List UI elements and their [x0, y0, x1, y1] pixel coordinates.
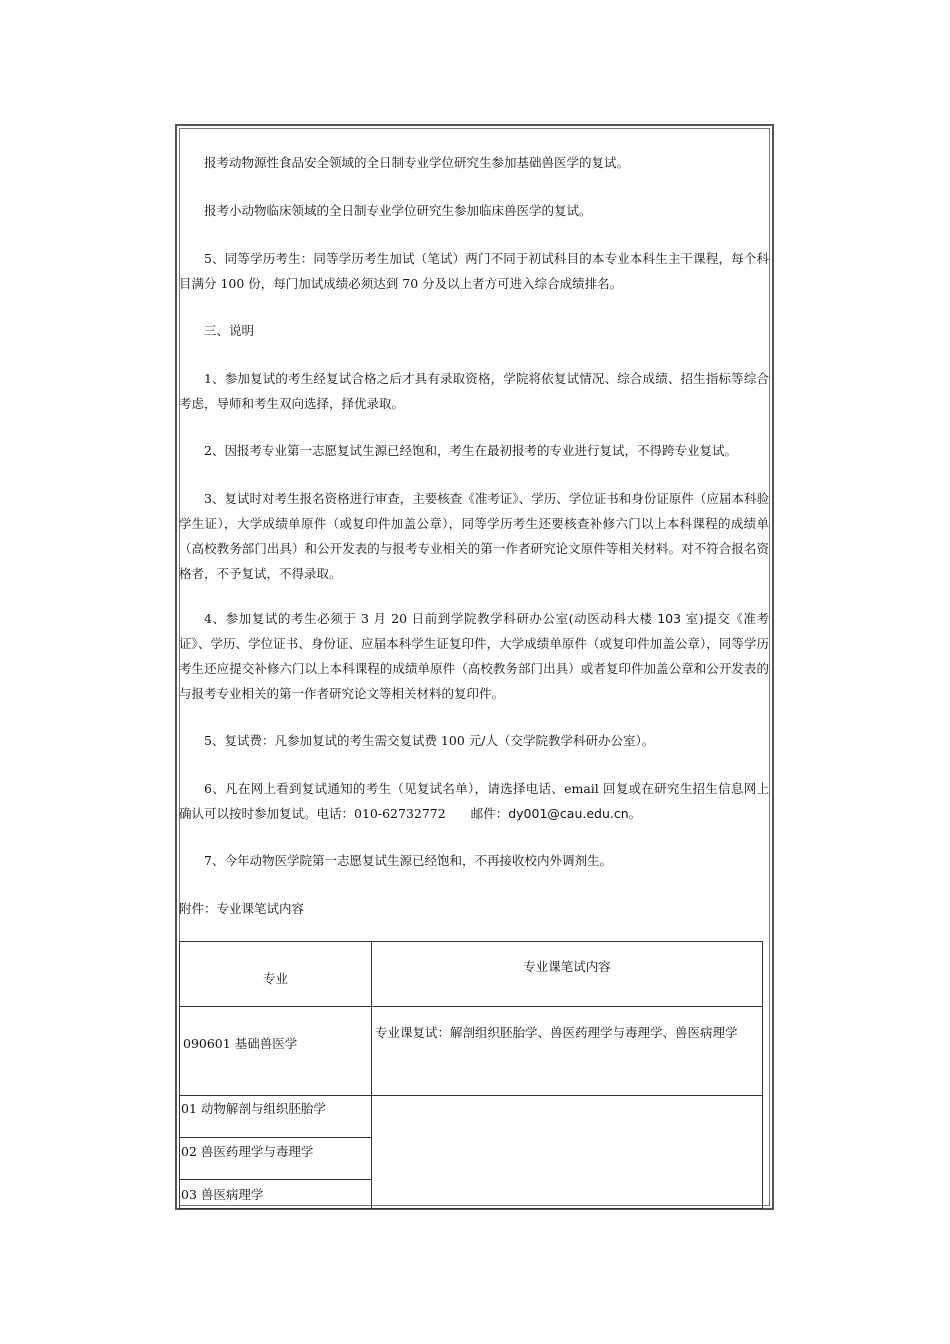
section-heading-notes: 三、说明	[204, 323, 255, 338]
direction-1: 01 动物解剖与组织胚胎学	[181, 1101, 326, 1116]
paragraph-small-animal: 报考小动物临床领域的全日制专业学位研究生参加临床兽医学的复试。	[204, 203, 592, 218]
paragraph-note-2: 2、因报考专业第一志愿复试生源已经饱和，考生在最初报考的专业进行复试，不得跨专业复试。	[204, 443, 737, 458]
note-4-text-b: 室)提交《准考证》、学历、学位证书、身份证、应届本科学生证复印件，大学成绩单原件（或复印件加盖公章），同等学历考生还应提交补修六门以上本科课程的成绩单原件（高校教务部门出具）或者复印件加盖公章和公开发表的与报考专业相关的第一作者研究论文等相关材料的复印件。	[179, 611, 769, 701]
paragraph-note-3: 3、复试时对考生报名资格进行审查，主要核查《准考证》、学历、学位证书和身份证原件（应届本科验学生证），大学成绩单原件（或复印件加盖公章），同等学历考生还要核查补修六门以上本科课程的成绩单（高校教务部门出具）和公开发表的与报考专业相关的第一作者研究论文原件等相关材料。对不符合报名资格者，不予复试，不得录取。	[179, 491, 769, 581]
major-name: 090601 基础兽医学	[183, 1036, 298, 1051]
paragraph-note-7: 7、今年动物医学院第一志愿复试生源已经饱和，不再接收校内外调剂生。	[204, 853, 612, 868]
exam-content: 专业课复试：解剖组织胚胎学、兽医药理学与毒理学、兽医病理学	[375, 1025, 738, 1040]
email-link[interactable]: dy001@cau.edu.cn	[508, 806, 629, 821]
paragraph-food-safety: 报考动物源性食品安全领域的全日制专业学位研究生参加基础兽医学的复试。	[204, 155, 630, 170]
paragraph-note-5: 5、复试费：凡参加复试的考生需交复试费 100 元/人（交学院教学科研办公室）。	[204, 733, 655, 748]
note-6-text-a: 6、凡在网上看到复试通知的考生（见复试名单），请选择电话、email 回复或在研究生招生信息网上确认可以按时参加复试。电话：010-62732772 邮件：	[179, 781, 769, 821]
direction-content-cell	[371, 1095, 763, 1209]
header-major: 专业	[262, 971, 288, 986]
paragraph-note-1: 1、参加复试的考生经复试合格之后才具有录取资格，学院将依复试情况、综合成绩、招生指标等综合考虑，导师和考生双向选择，择优录取。	[179, 371, 769, 411]
direction-2: 02 兽医药理学与毒理学	[181, 1144, 314, 1159]
paragraph-note-6	[179, 776, 769, 826]
note-4-text-a: 4、参加复试的考生必须于 3 月 20 日前到学院教学科研办公室(动医动科大楼	[204, 611, 658, 626]
header-content: 专业课笔试内容	[523, 959, 611, 974]
direction-3: 03 兽医病理学	[181, 1187, 264, 1202]
note-6-text-b: 。	[628, 806, 642, 821]
paragraph-note-4	[179, 606, 769, 706]
paragraph-equivalent-education: 5、同等学历考生：同等学历考生加试（笔试）两门不同于初试科目的本专业本科生主干课程，每个科目满分 100 份，每门加试成绩必须达到 70 分及以上者方可进入综合成绩排名。	[179, 251, 769, 291]
attachment-label: 附件：专业课笔试内容	[179, 901, 305, 916]
room-number: 103	[657, 611, 682, 626]
